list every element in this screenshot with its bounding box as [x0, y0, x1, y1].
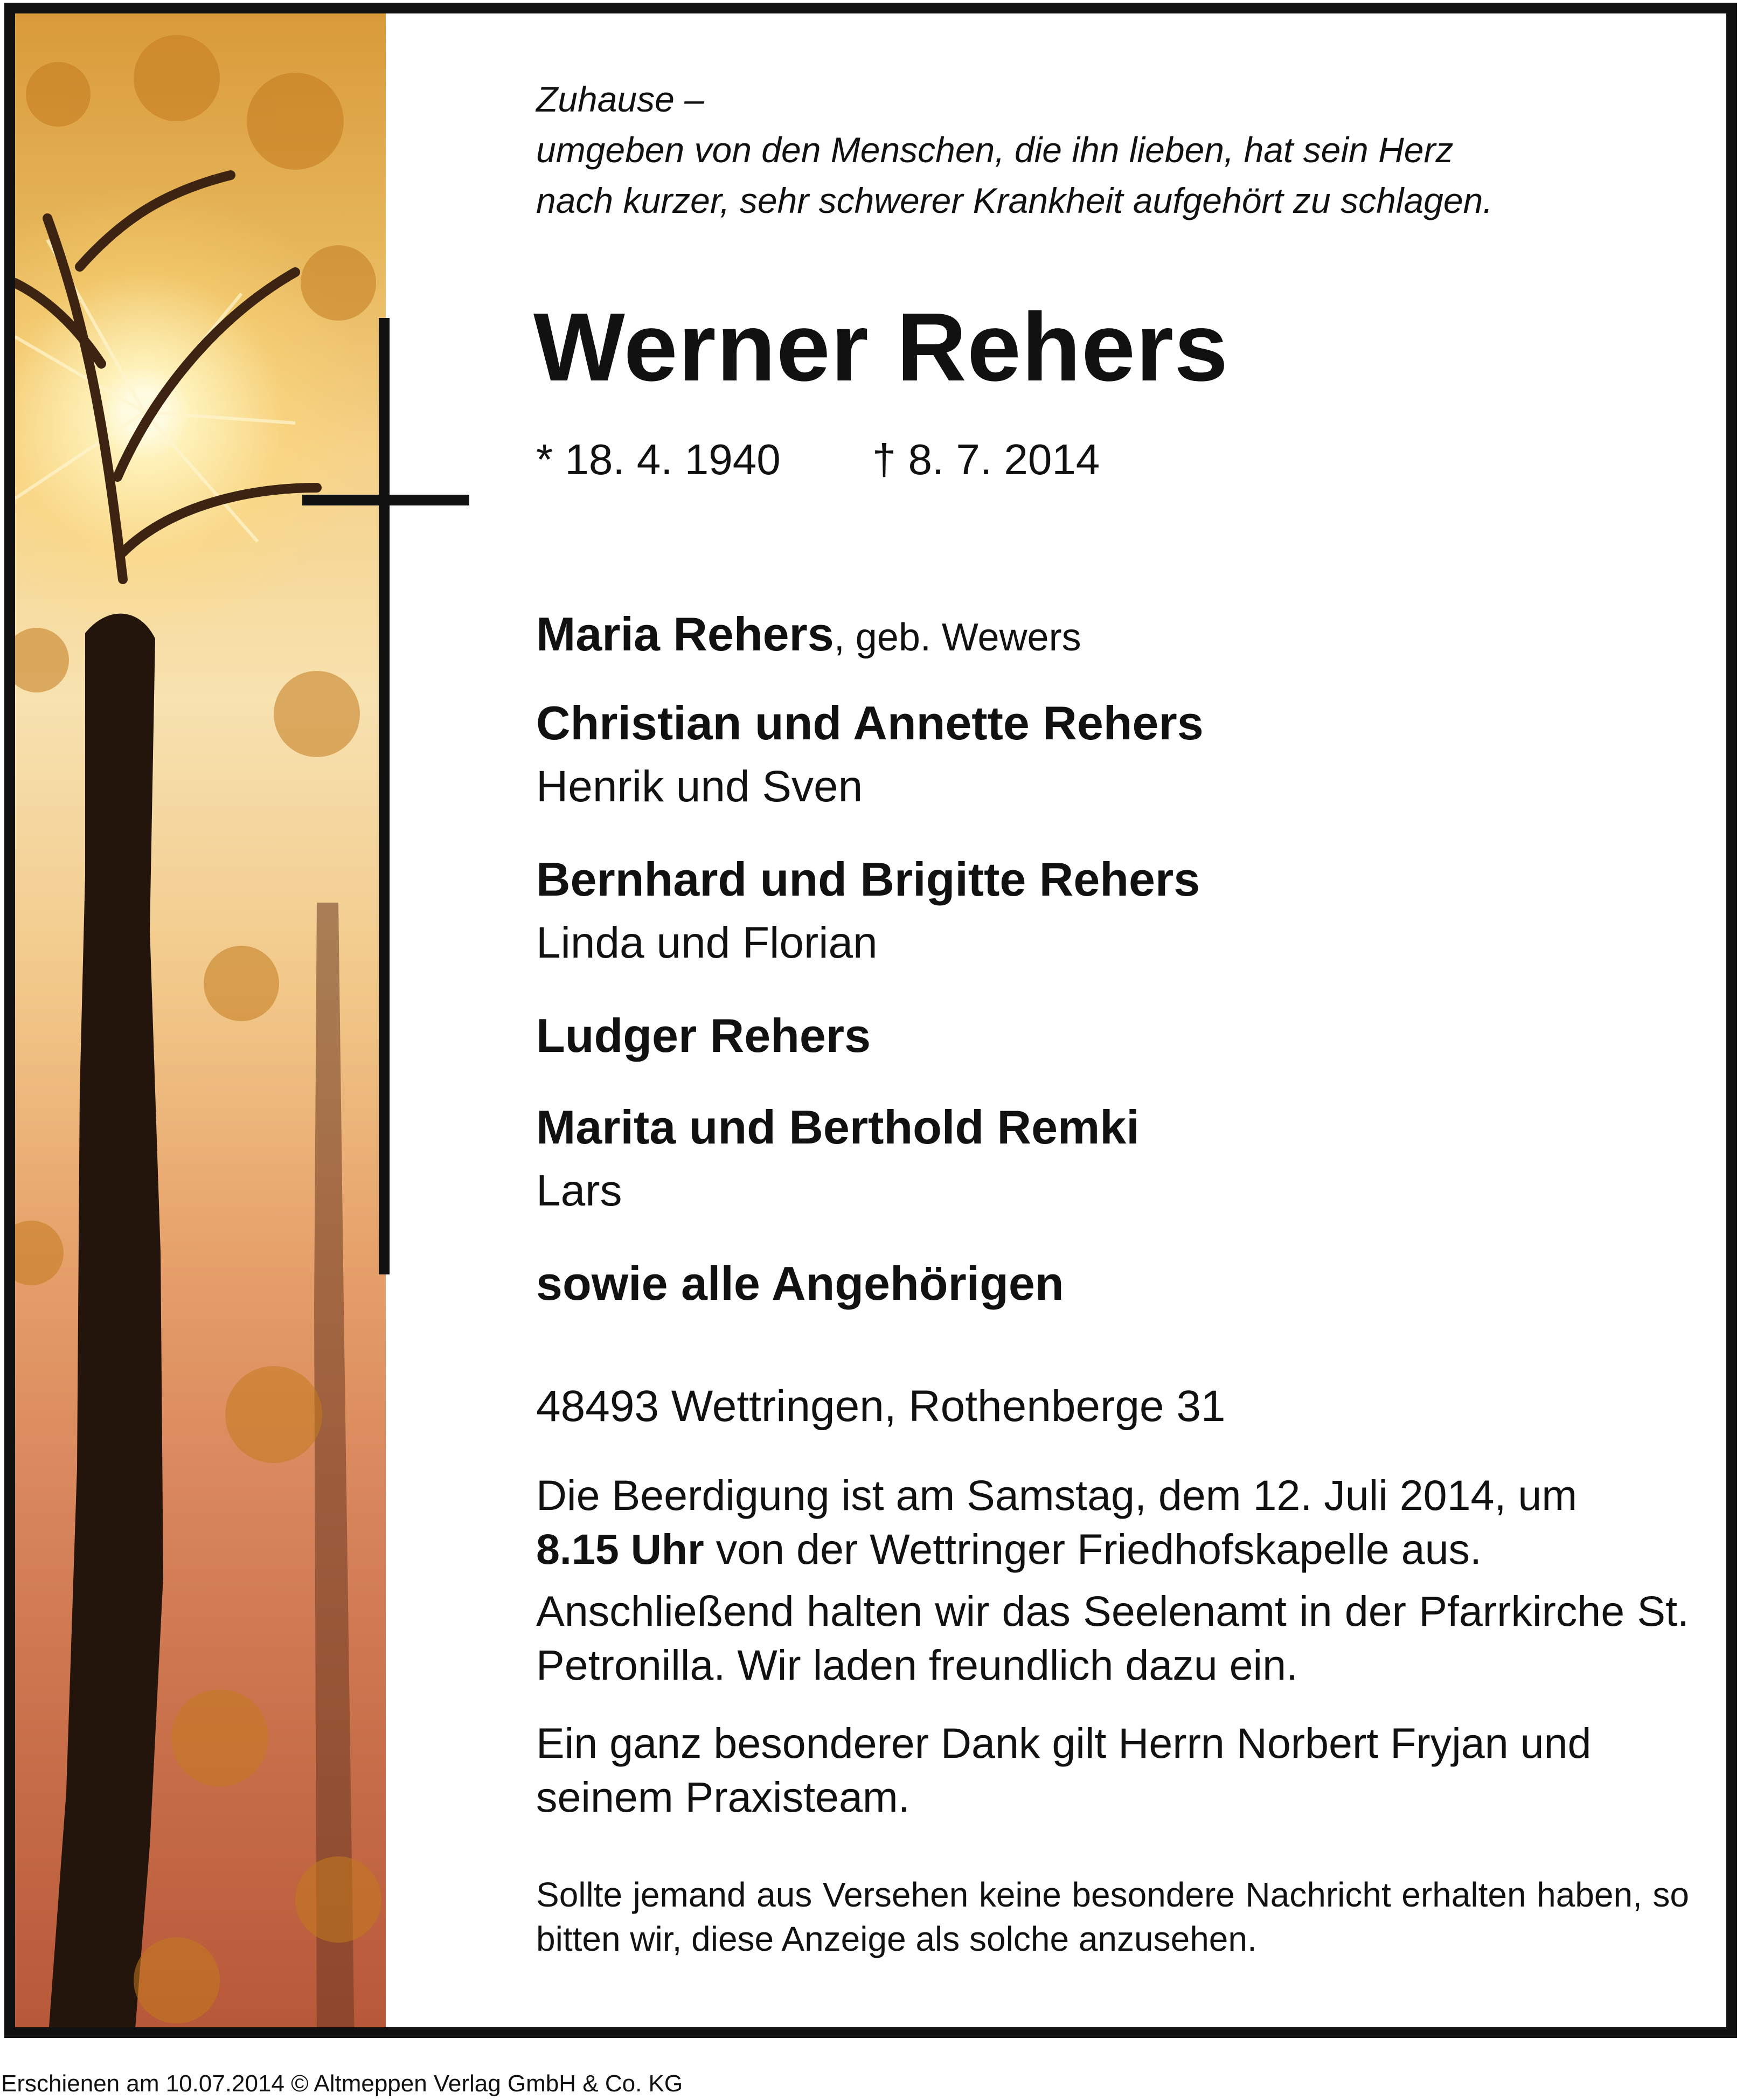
intro-line-2: umgeben von den Menschen, die ihn lieben, hat sein Herz: [536, 130, 1454, 170]
notice-text: Sollte jemand aus Versehen keine besondere Nachricht erhalten haben, so bitten wir, diese Anzeige als solche anzusehen.: [536, 1875, 1689, 1958]
mourner-ludger: Ludger Rehers: [536, 1009, 871, 1062]
thanks-line-1: Ein ganz besonderer Dank gilt Herrn Norbert Fryjan und: [536, 1719, 1592, 1767]
obituary-frame: [4, 3, 1737, 2038]
deceased-name: Werner Rehers: [533, 293, 1229, 401]
cross-horizontal-bar: [302, 495, 469, 505]
intro-line-1: Zuhause –: [536, 79, 704, 119]
mourner-marita-children: Lars: [536, 1166, 622, 1215]
mourner-marita: Marita und Berthold Remki: [536, 1100, 1140, 1154]
mourner-bernhard-children: Linda und Florian: [536, 918, 878, 967]
mourner-christian-children: Henrik und Sven: [536, 762, 863, 811]
mourner-maria: [536, 606, 1081, 662]
mourner-bernhard: Bernhard und Brigitte Rehers: [536, 853, 1200, 906]
funeral-line-2: [536, 1522, 1482, 1576]
funeral-time: 8.15 Uhr: [536, 1525, 704, 1573]
intro-line-3: nach kurzer, sehr schwerer Krankheit aufgehört zu schlagen.: [536, 181, 1493, 220]
mourner-maria-name: Maria Rehers: [536, 607, 834, 661]
thanks-line-2: seinem Praxisteam.: [536, 1773, 910, 1821]
funeral-mass: Anschließend halten wir das Seelenamt in der Pfarrkirche St. Petronilla. Wir laden freundlich dazu ein.: [536, 1587, 1689, 1689]
mourner-christian: Christian und Annette Rehers: [536, 696, 1204, 750]
tree-silhouettes: [15, 13, 386, 2038]
publication-footer: Erschienen am 10.07.2014 © Altmeppen Verlag GmbH & Co. KG: [1, 2070, 683, 2097]
life-dates: [536, 434, 1100, 486]
tree-branches: [15, 175, 317, 579]
funeral-line-1: Die Beerdigung ist am Samstag, dem 12. Juli 2014, um: [536, 1471, 1578, 1519]
mourner-others: sowie alle Angehörigen: [536, 1257, 1064, 1310]
death-date: † 8. 7. 2014: [872, 435, 1100, 483]
cross-vertical-bar: [379, 318, 390, 1274]
birth-date: * 18. 4. 1940: [536, 435, 781, 483]
address: 48493 Wettringen, Rothenberge 31: [536, 1382, 1226, 1431]
main-tree-trunk: [47, 614, 163, 2038]
forest-photo: [15, 13, 386, 2027]
mourner-maria-suffix: , geb. Wewers: [834, 616, 1081, 659]
funeral-line-2-rest: von der Wettringer Friedhofskapelle aus.: [704, 1525, 1482, 1573]
